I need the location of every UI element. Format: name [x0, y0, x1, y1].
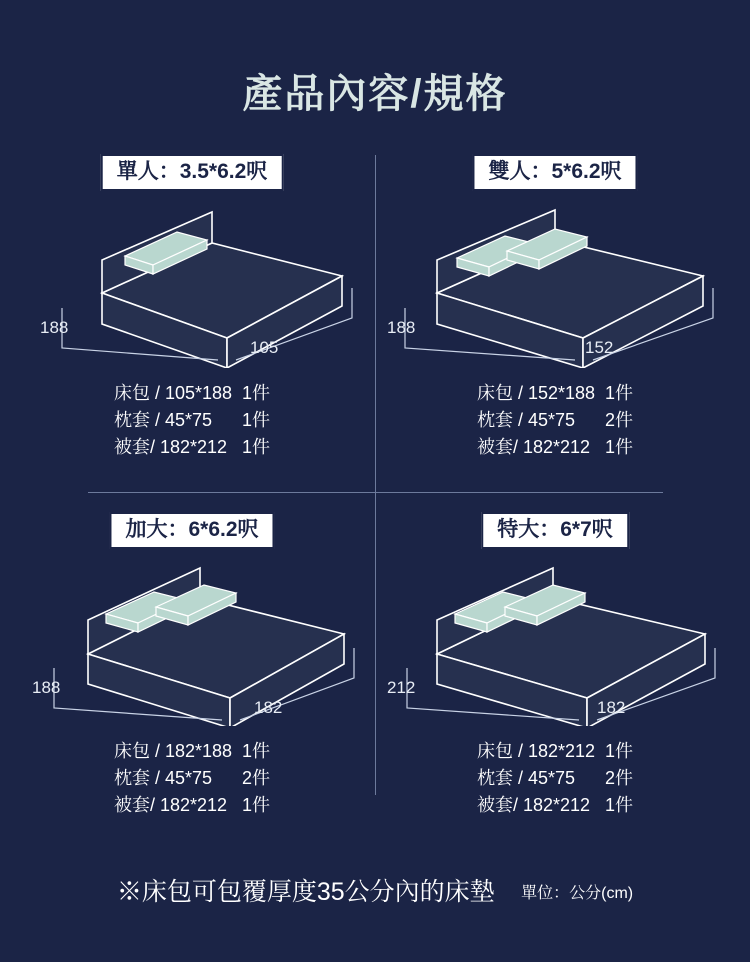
size-label-queen: 加大：6*6.2呎	[109, 512, 274, 549]
bed-illustration-king	[385, 556, 725, 726]
spec-cell-queen	[22, 498, 362, 848]
horizontal-divider	[88, 492, 663, 493]
spec-line: 床包 / 105*188 1件	[113, 383, 271, 403]
bed-illustration-queen	[22, 556, 362, 726]
footnote	[0, 872, 750, 908]
dimension-left-double: 188	[387, 318, 416, 337]
footnote-main: ※床包可包覆厚度35公分內的床墊	[116, 878, 495, 906]
spec-line: 被套/ 182*212 1件	[476, 437, 634, 457]
spec-cell-king	[385, 498, 725, 848]
spec-line: 被套/ 182*212 1件	[476, 795, 634, 815]
spec-line: 床包 / 182*188 1件	[113, 741, 271, 761]
size-label-king: 特大：6*7呎	[481, 512, 629, 549]
spec-list-double	[385, 380, 725, 461]
footnote-unit: 單位：公分(cm)	[521, 885, 634, 902]
spec-list-queen	[22, 738, 362, 819]
spec-line: 床包 / 182*212 1件	[476, 741, 634, 761]
size-label-single: 單人：3.5*6.2呎	[101, 154, 284, 191]
spec-line: 被套/ 182*212 1件	[113, 437, 271, 457]
bed-illustration-single	[22, 198, 362, 368]
spec-line: 被套/ 182*212 1件	[113, 795, 271, 815]
spec-list-single	[22, 380, 362, 461]
dimension-left-single: 188	[40, 318, 69, 337]
spec-line: 枕套 / 45*75 1件	[113, 410, 271, 430]
spec-list-king	[385, 738, 725, 819]
dimension-right-double: 152	[585, 338, 614, 357]
vertical-divider	[375, 155, 376, 795]
dimension-right-king: 182	[597, 698, 626, 717]
page-title: 產品內容/規格	[242, 72, 508, 116]
dimension-right-single: 105	[250, 338, 279, 357]
spec-cell-double	[385, 140, 725, 490]
spec-line: 床包 / 152*188 1件	[476, 383, 634, 403]
size-label-double: 雙人：5*6.2呎	[472, 154, 637, 191]
spec-line: 枕套 / 45*75 2件	[476, 410, 634, 430]
dimension-left-queen: 188	[32, 678, 61, 697]
spec-line: 枕套 / 45*75 2件	[476, 768, 634, 788]
spec-line: 枕套 / 45*75 2件	[113, 768, 271, 788]
dimension-right-queen: 182	[254, 698, 283, 717]
spec-grid	[0, 140, 750, 850]
bed-illustration-double	[385, 198, 725, 368]
spec-cell-single	[22, 140, 362, 490]
dimension-left-king: 212	[387, 678, 416, 697]
